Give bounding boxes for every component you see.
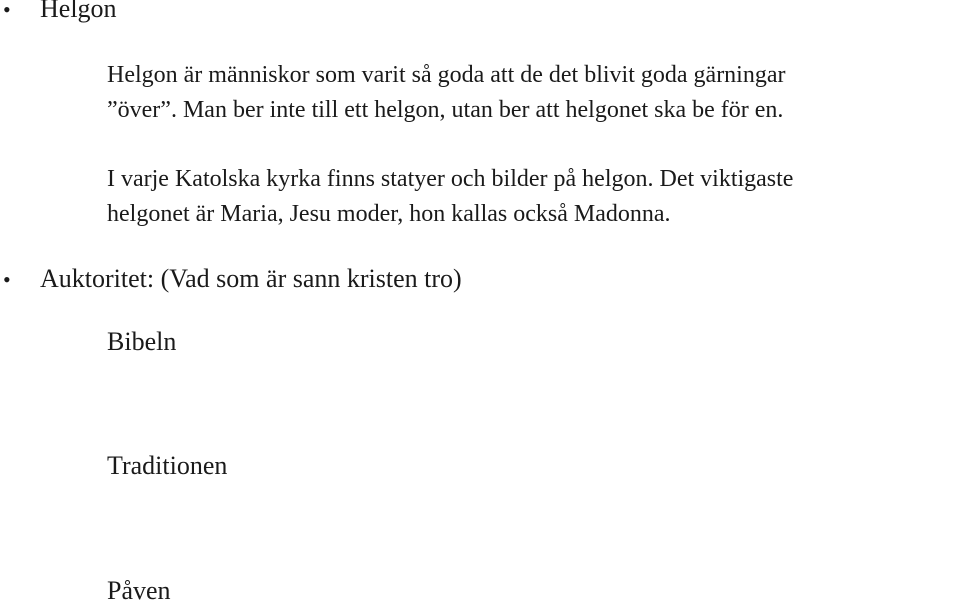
bullet-auktoritet xyxy=(0,264,462,294)
auktoritet-item-bibeln: Bibeln xyxy=(107,327,177,356)
auktoritet-item-paven: Påven xyxy=(107,576,171,605)
helgon-paragraph-1 xyxy=(107,58,786,128)
bullet-dot: • xyxy=(3,0,11,22)
helgon-p1-line2: ”över”. Man ber inte till ett helgon, utan ber att helgonet ska be för en. xyxy=(107,97,784,123)
auktoritet-item-traditionen: Traditionen xyxy=(107,451,228,480)
bullet-helgon xyxy=(0,0,117,24)
helgon-paragraph-2 xyxy=(107,162,793,232)
helgon-p1-line1: Helgon är människor som varit så goda att de det blivit goda gärningar xyxy=(107,62,786,88)
heading-helgon: Helgon xyxy=(40,0,117,23)
helgon-p2-line1: I varje Katolska kyrka finns statyer och bilder på helgon. Det viktigaste xyxy=(107,166,794,192)
bullet-dot: • xyxy=(3,267,11,292)
helgon-p2-line2: helgonet är Maria, Jesu moder, hon kallas också Madonna. xyxy=(107,201,671,227)
heading-auktoritet: Auktoritet: (Vad som är sann kristen tro) xyxy=(40,264,462,293)
